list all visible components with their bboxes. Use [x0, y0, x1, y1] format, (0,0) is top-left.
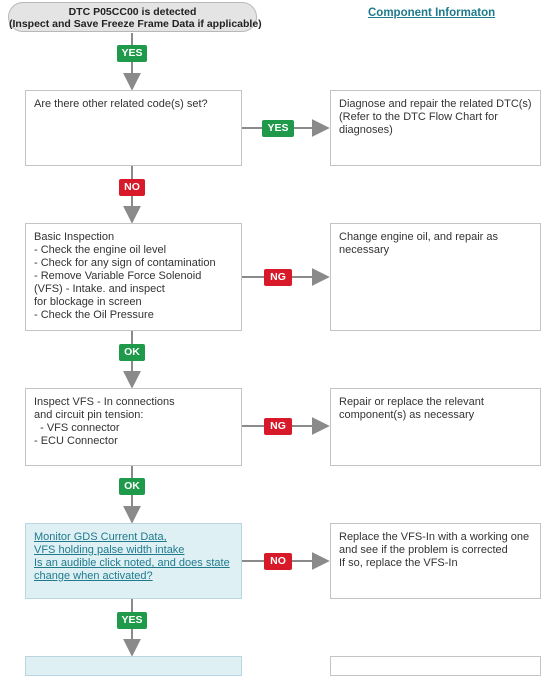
- flow-badge-yes-1: YES: [117, 45, 147, 62]
- step3-line-1: Inspect VFS - In connections: [34, 396, 175, 408]
- step4-line-4[interactable]: change when activated?: [34, 570, 153, 582]
- action4-line-3: If so, replace the VFS-In: [339, 557, 458, 569]
- step3-line-4: - ECU Connector: [34, 435, 118, 447]
- action2-line-2: necessary: [339, 244, 390, 256]
- branch-badge-ng-1: NG: [264, 269, 292, 286]
- step-box-monitor-gds[interactable]: [25, 523, 242, 599]
- step2-line-2: - Check the engine oil level: [34, 244, 167, 256]
- step4-line-3[interactable]: Is an audible click noted, and does state: [34, 557, 230, 569]
- start-line-2: (Inspect and Save Freeze Frame Data if applicable): [9, 18, 262, 30]
- action1-line-3: diagnoses): [339, 124, 393, 136]
- step-box-basic-inspection: [25, 223, 242, 331]
- step2-line-1: Basic Inspection: [34, 231, 115, 243]
- step4-line-2[interactable]: VFS holding palse width intake: [34, 544, 185, 556]
- step-box-inspect-connections: [25, 388, 242, 466]
- branch-badge-no: NO: [264, 553, 292, 570]
- step2-line-6: for blockage in screen: [34, 296, 142, 308]
- flow-badge-no-1: NO: [119, 179, 145, 196]
- flow-badge-ok-1: OK: [119, 344, 145, 361]
- step3-line-2: and circuit pin tension:: [34, 409, 144, 421]
- action3-line-2: component(s) as necessary: [339, 409, 475, 421]
- action3-line-1: Repair or replace the relevant: [339, 396, 484, 408]
- action-box-next-partial: [330, 656, 541, 676]
- flow-badge-ok-2: OK: [119, 478, 145, 495]
- start-line-1: DTC P05CC00 is detected: [68, 6, 197, 18]
- flow-badge-yes-2: YES: [117, 612, 147, 629]
- action-box-related-dtc: [330, 90, 541, 166]
- start-terminal: [8, 2, 262, 32]
- step-box-related-codes: [25, 90, 242, 166]
- action1-line-1: Diagnose and repair the related DTC(s): [339, 98, 532, 110]
- action-box-change-oil: [330, 223, 541, 331]
- action2-line-1: Change engine oil, and repair as: [339, 231, 499, 243]
- action-box-repair-replace: [330, 388, 541, 466]
- step1-line-1: Are there other related code(s) set?: [34, 98, 208, 110]
- branch-badge-yes: YES: [262, 120, 294, 137]
- step2-line-3: - Check for any sign of contamination: [34, 257, 216, 269]
- step3-line-3: - VFS connector: [34, 422, 120, 434]
- branch-badge-ng-2: NG: [264, 418, 292, 435]
- step2-line-7: - Check the Oil Pressure: [34, 309, 154, 321]
- action4-line-1: Replace the VFS-In with a working one: [339, 531, 530, 543]
- component-information-link[interactable]: Component Informaton: [368, 7, 496, 19]
- action4-line-2: and see if the problem is corrected: [339, 544, 508, 556]
- step4-line-1[interactable]: Monitor GDS Current Data,: [34, 531, 167, 543]
- action-box-replace-vfs: [330, 523, 541, 599]
- action1-line-2: (Refer to the DTC Flow Chart for: [339, 111, 498, 123]
- step2-line-5: (VFS) - Intake. and inspect: [34, 283, 165, 295]
- step2-line-4: - Remove Variable Force Solenoid: [34, 270, 202, 282]
- step-box-next-partial: [25, 656, 242, 676]
